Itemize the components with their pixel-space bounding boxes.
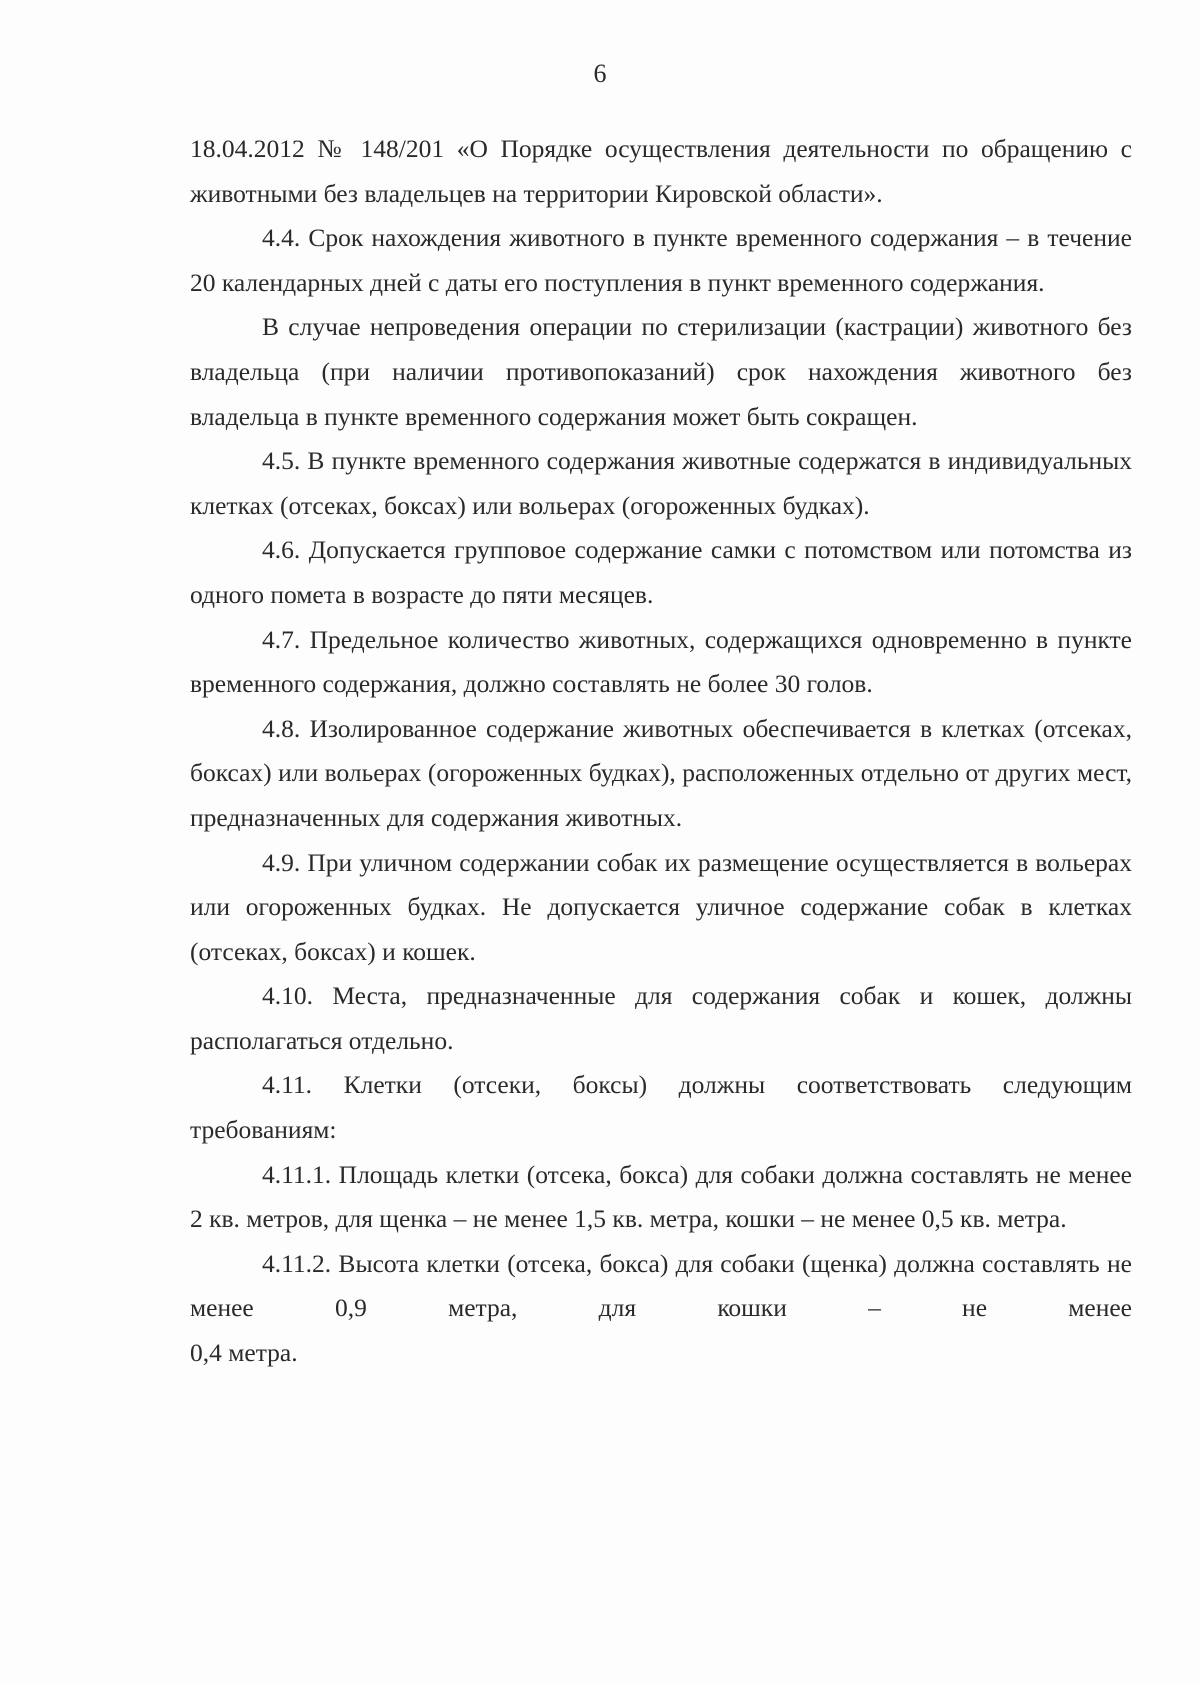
paragraph-4-11-2: 4.11.2. Высота клетки (отсека, бокса) для собаки (щенка) должна составлять не менее 0,9 метра, для кошки – не менее <box>190 1248 1132 1323</box>
paragraph-4-11: 4.11. Клетки (отсеки, боксы) должны соответствовать следующим требованиям: <box>190 1070 1132 1145</box>
paragraph-4-10: 4.10. Места, предназначенные для содержания собак и кошек, должны располагаться отдельно. <box>190 981 1132 1055</box>
paragraph-4-11-2-end: 0,4 метра. <box>190 1338 298 1368</box>
document-body <box>190 127 1132 1376</box>
paragraph-sterilization-exception: В случае непроведения операции по стерилизации (кастрации) животного без владельца (при наличии противопоказаний) срок нахождения животного без владельца в пункте временного содержания может быть сокращен. <box>190 312 1132 431</box>
paragraph-4-4: 4.4. Срок нахождения животного в пункте временного содержания – в течение 20 календарных дней с даты его поступления в пункт временного содержания. <box>190 223 1132 297</box>
page-number: 6 <box>593 59 607 88</box>
paragraph-4-5: 4.5. В пункте временного содержания животные содержатся в индивидуальных клетках (отсеках, боксах) или вольерах (огороженных будках). <box>190 446 1132 520</box>
paragraph-4-11-1: 4.11.1. Площадь клетки (отсека, бокса) для собаки должна составлять не менее 2 кв. метров, для щенка – не менее 1,5 кв. метра, кошки – не менее 0,5 кв. метра. <box>190 1159 1132 1234</box>
paragraph-4-6: 4.6. Допускается групповое содержание самки с потомством или потомства из одного помета в возрасте до пяти месяцев. <box>190 535 1132 609</box>
paragraph-law-reference-continuation: 18.04.2012 № 148/201 «О Порядке осуществления деятельности по обращению с животными без владельцев на территории Кировской области». <box>190 134 1132 208</box>
paragraph-4-8: 4.8. Изолированное содержание животных обеспечивается в клетках (отсеках, боксах) или вольерах (огороженных будках), расположенных отдельно от других мест, предназначенных для содержания животных. <box>190 713 1132 832</box>
paragraph-4-9: 4.9. При уличном содержании собак их размещение осуществляется в вольерах или огороженных будках. Не допускается уличное содержание собак в клетках (отсеках, боксах) и кошек. <box>190 847 1132 966</box>
paragraph-4-7: 4.7. Предельное количество животных, содержащихся одновременно в пункте временного содержания, должно составлять не более 30 голов. <box>190 624 1132 699</box>
